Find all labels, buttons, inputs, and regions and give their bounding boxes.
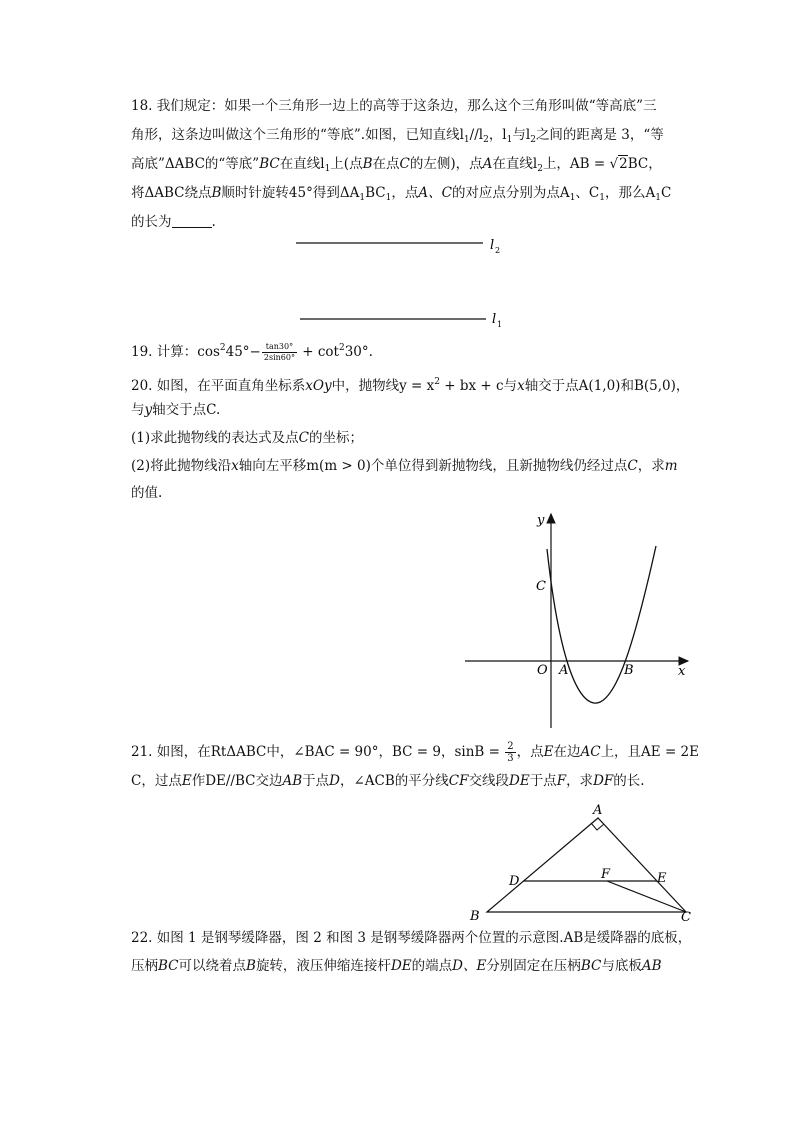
segment-CF [607, 881, 686, 912]
q20-line-4: (2)将此抛物线沿x轴向左平移m(m > 0)个单位得到新抛物线，且新抛物线仍经过点C，求m [131, 458, 678, 474]
q21-line-1: 21. 如图，在RtΔABC中，∠BAC = 90°，BC = 9，sinB = $\frac{2}{3}$ ，点E在边AC上，且AE = 2E [131, 741, 700, 764]
q21-fraction: $\frac{2}{3}$ [507, 741, 514, 764]
vertex-B-label: B [470, 909, 480, 924]
point-E-label: E [657, 871, 667, 886]
q22-line-2: 压柄BC可以绕着点B旋转，液压伸缩连接杆DE的端点D、E分别固定在压柄BC与底板AB [131, 958, 662, 974]
label-l2-sub: 2 [495, 246, 501, 255]
point-A-label: A [559, 663, 569, 678]
q20-line-2: 与y轴交于点C. [131, 402, 221, 418]
q18-line-2: 角形，这条边叫做这个三角形的“等底”.如图，已知直线$l_1//l_2$，$l_1$与$l_2$之间的距离是 3，“等 [131, 127, 664, 145]
point-D-label: D [509, 874, 520, 889]
q21-line-2: C，过点E作DE//BC交边AB于点D，∠ACB的平分线CF交线段DE于点F，求DF的长. [131, 773, 645, 789]
q19-line: 19. 计算：$\cos^245^\circ-$ $\frac{\tan 30^\circ}{2\sin 60^\circ}$ + $\cot^230^\circ$. [131, 342, 373, 362]
y-axis-label: y [537, 513, 545, 528]
right-angle-mark [591, 823, 604, 830]
q20-line-5: 的值. [131, 485, 163, 501]
label-l1: l [492, 312, 497, 327]
triangle-ABC [487, 818, 686, 912]
q19-fraction: $\frac{\tan 30^\circ}{2\sin 60^\circ}$ [263, 342, 295, 362]
vertex-C-label: C [681, 910, 691, 925]
q20-line-1: 20. 如图，在平面直角坐标系xOy中，抛物线$y = x^2$ + bx + c与x轴交于点A(1,0)和B(5,0)， [131, 377, 690, 394]
point-F-label: F [601, 867, 611, 882]
label-l2: l [490, 238, 495, 253]
point-C-label: C [536, 579, 546, 594]
q18-line-3: 高底”ΔABC的“等底”BC在直线$l_1$上(点B在点C的左侧)，点A在直线$l_2$上，AB = √2BC， [131, 156, 662, 174]
q18-text: 18. 我们规定：如果一个三角形一边上的高等于这条边，那么这个三角形叫做“等高底”三 [131, 98, 657, 114]
q18-line-4: 将ΔABC绕点B顺时针旋转45°得到$\Delta A_1BC_1$，点A、C的对应点分别为点$A_1$、$C_1$，那么$A_1C$ [131, 185, 672, 203]
label-l1-sub: 1 [497, 320, 503, 329]
origin-label: O [537, 663, 548, 678]
x-axis-label: x [678, 664, 686, 679]
point-B-label: B [624, 663, 634, 678]
q18-line-5: 的长为 . [131, 214, 216, 230]
vertex-A-label: A [593, 803, 603, 818]
q20-line-3: (1)求此抛物线的表达式及点C的坐标； [131, 430, 363, 446]
q22-line-1: 22. 如图 1 是钢琴缓降器，图 2 和图 3 是钢琴缓降器两个位置的示意图.AB是缓降器的底板， [131, 930, 692, 946]
